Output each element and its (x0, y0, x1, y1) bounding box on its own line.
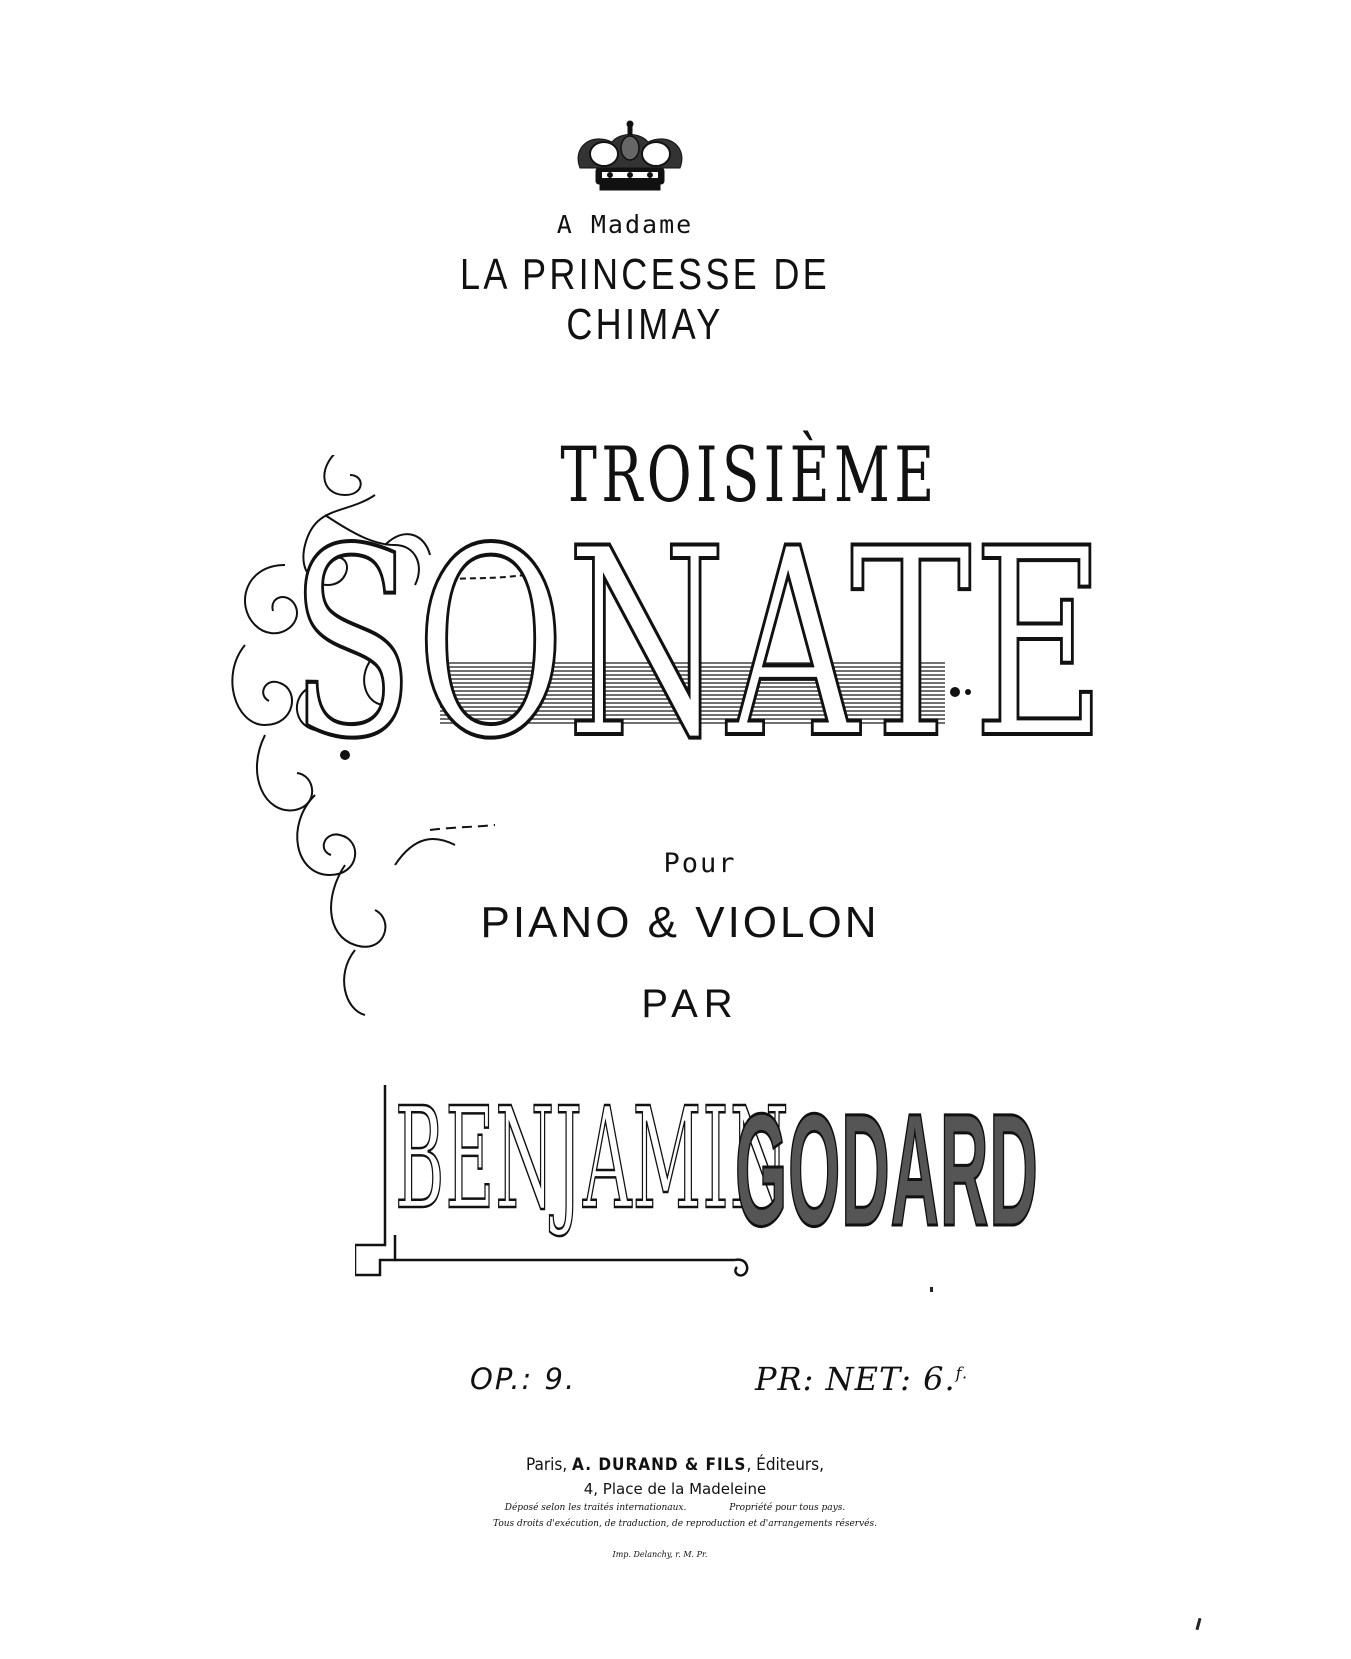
composer-first-name: BENJAMIN (395, 1078, 790, 1241)
dedication-line2: LA PRINCESSE DE CHIMAY (459, 250, 831, 349)
crown-icon (570, 118, 690, 202)
pour-label: Pour (663, 848, 737, 879)
title-ordinal: TROISIÈME (560, 430, 939, 519)
price-net (755, 1360, 975, 1398)
notice-left: Déposé selon les traités internationaux. (504, 1503, 687, 1513)
notice-right: Propriété pour tous pays. (729, 1503, 846, 1513)
publisher-name: A. DURAND & FILS (572, 1455, 747, 1475)
par-label: PAR (641, 982, 739, 1026)
speck (930, 1287, 933, 1292)
dedication-line1: A Madame (556, 210, 694, 239)
composer-last-name: GODARD (735, 1080, 1039, 1259)
price-value: PR: NET: 6. (755, 1360, 956, 1398)
publisher-line (450, 1455, 900, 1475)
speck (1195, 1618, 1201, 1630)
title-work-wrap (290, 494, 1108, 796)
publisher-role: , Éditeurs, (746, 1455, 824, 1475)
publisher-address: 4, Place de la Madeleine (583, 1480, 767, 1498)
opus-number: OP.: 9. (470, 1362, 577, 1396)
publisher-city: Paris, (525, 1455, 568, 1475)
instruments-label: PIANO & VIOLON (480, 898, 880, 947)
price-suffix: f. (955, 1363, 969, 1383)
rights-notice: Tous droits d'exécution, de traduction, de reproduction et d'arrangements réservés. (493, 1519, 877, 1529)
publisher-notice (470, 1503, 880, 1513)
printer-imprint: Imp. Delanchy, r. M. Pr. (612, 1550, 708, 1559)
title-work: SONATE (290, 494, 1108, 796)
